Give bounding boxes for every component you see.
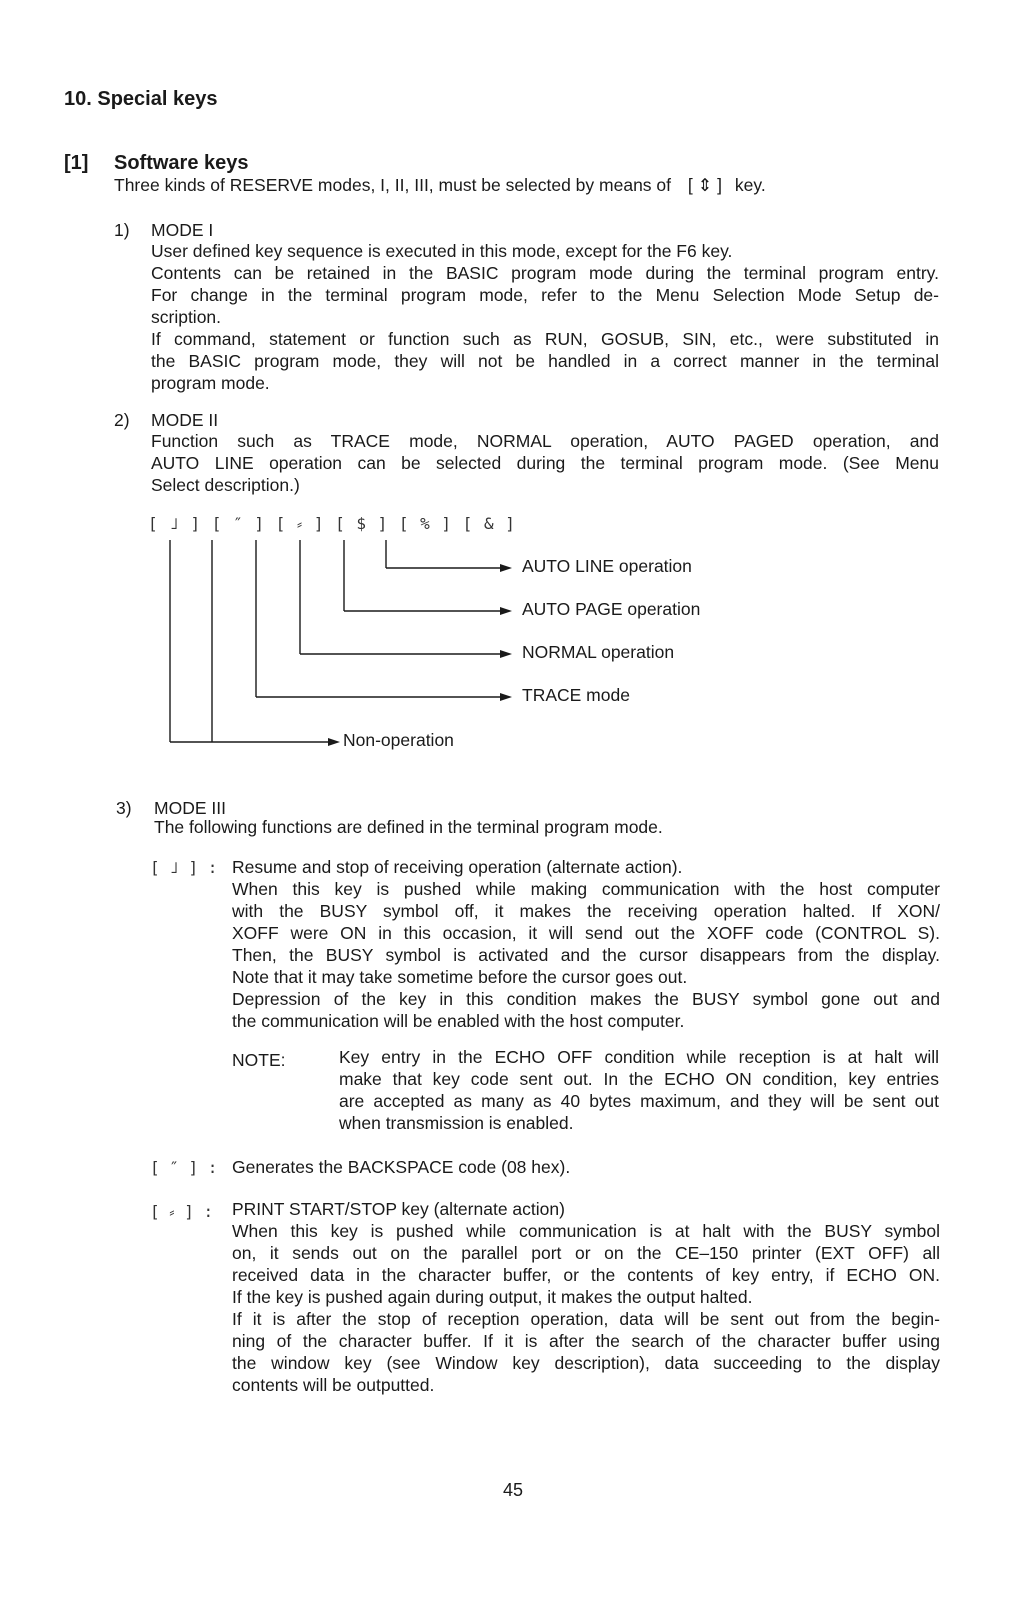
label-trace: TRACE mode (522, 685, 630, 705)
mode3-item-key: [ ⸗ ] : (150, 1202, 214, 1221)
page-number: 45 (502, 1480, 524, 1500)
mode1-title: MODE I (151, 220, 214, 240)
mode1-line: User defined key sequence is executed in this mode, except for the F6 key. (151, 241, 733, 261)
mode3-item-line: Note that it may take sometime before the cursor goes out. (232, 967, 688, 987)
label-auto-line: AUTO LINE operation (522, 556, 692, 576)
mode3-item-line: Then, the BUSY symbol is activated and the cursor disappears from the display. (232, 945, 940, 965)
section-number: 10. (64, 88, 92, 110)
mode3-item-line: If it is after the stop of reception operation, data will be sent out from the begin- (232, 1309, 940, 1329)
subsection-title: Software keys (114, 152, 249, 174)
note-line: Key entry in the ECHO OFF condition while reception is at halt will (339, 1047, 939, 1067)
mode3-item-line: contents will be outputted. (232, 1375, 435, 1395)
mode3-item-body (232, 856, 940, 1032)
mode1-line: Contents can be retained in the BASIC program mode during the terminal program entry. (151, 263, 939, 283)
mode3-item-line: the communication will be enabled with the host computer. (232, 1011, 685, 1031)
mode1-line: program mode. (151, 373, 270, 393)
subsection-number: [1] (64, 152, 89, 174)
mode3-item-line: the window key (see Window key description), data succeeding to the display (232, 1353, 940, 1373)
note-line: when transmission is enabled. (339, 1113, 574, 1133)
mode3-item-body (232, 1198, 940, 1396)
mode3-item-line: ning of the character buffer. If it is after the search of the character buffer using (232, 1331, 940, 1351)
mode3-item-line: received data in the character buffer, or the contents of key entry, if ECHO ON. (232, 1265, 940, 1285)
intro-text: Three kinds of RESERVE modes, I, II, III, must be selected by means of (114, 175, 672, 195)
label-normal: NORMAL operation (522, 642, 675, 662)
section-title: Special keys (97, 88, 218, 110)
mode3-title: MODE III (154, 798, 226, 818)
mode3-item-key: [ ˩ ] : (150, 858, 218, 877)
mode3-item-line: XOFF were ON in this occasion, it will send out the XOFF code (CONTROL S). (232, 923, 940, 943)
mode2-line: Function such as TRACE mode, NORMAL operation, AUTO PAGED operation, and (151, 431, 939, 451)
note-body (339, 1046, 939, 1134)
mode1-line: scription. (151, 307, 222, 327)
mode3-item-line: PRINT START/STOP key (alternate action) (232, 1199, 565, 1219)
shift-key-glyph: [ ⇕ ] (687, 175, 723, 195)
mode3-item-line: If the key is pushed again during output, it makes the output halted. (232, 1287, 753, 1307)
intro-suffix: key. (734, 175, 766, 195)
note-line: are accepted as many as 40 bytes maximum, and they will be sent out (339, 1091, 939, 1111)
mode3-item-body (232, 1156, 570, 1178)
mode3-item-line: When this key is pushed while communication is at halt with the BUSY symbol (232, 1221, 940, 1241)
mode3-item-line: with the BUSY symbol off, it makes the receiving operation halted. If XON/ (232, 901, 940, 921)
mode1-number: 1) (114, 220, 130, 240)
mode3-number: 3) (116, 798, 132, 818)
mode3-item-line: Resume and stop of receiving operation (alternate action). (232, 857, 683, 877)
mode3-item-key: [ ″ ] : (150, 1158, 218, 1177)
mode3-item-line: When this key is pushed while making communication with the host computer (232, 879, 940, 899)
function-key-row: [ ˩ ] [ ″ ] [ ⸗ ] [ $ ] [ % ] [ & ] (148, 514, 516, 533)
label-auto-page: AUTO PAGE operation (522, 599, 701, 619)
mode3-item-line: Generates the BACKSPACE code (08 hex). (232, 1157, 571, 1177)
mode2-title: MODE II (151, 410, 219, 430)
mode1-line: If command, statement or function such as RUN, GOSUB, SIN, etc., were substituted in (151, 329, 939, 349)
mode3-intro: The following functions are defined in the terminal program mode. (154, 817, 663, 837)
mode2-line: Select description.) (151, 475, 300, 495)
note-line: make that key code sent out. In the ECHO ON condition, key entries (339, 1069, 939, 1089)
mode1-line: For change in the terminal program mode, refer to the Menu Selection Mode Setup de- (151, 285, 939, 305)
mode2-line: AUTO LINE operation can be selected during the terminal program mode. (See Menu (151, 453, 939, 473)
mode1-line: the BASIC program mode, they will not be handled in a correct manner in the terminal (151, 351, 939, 371)
mode3-item-line: on, it sends out on the parallel port or on the CE–150 printer (EXT OFF) all (232, 1243, 940, 1263)
label-non-operation: Non-operation (343, 730, 454, 750)
mode2-number: 2) (114, 410, 130, 430)
mode3-item-line: Depression of the key in this condition makes the BUSY symbol gone out and (232, 989, 940, 1009)
note-label: NOTE: (232, 1050, 286, 1070)
